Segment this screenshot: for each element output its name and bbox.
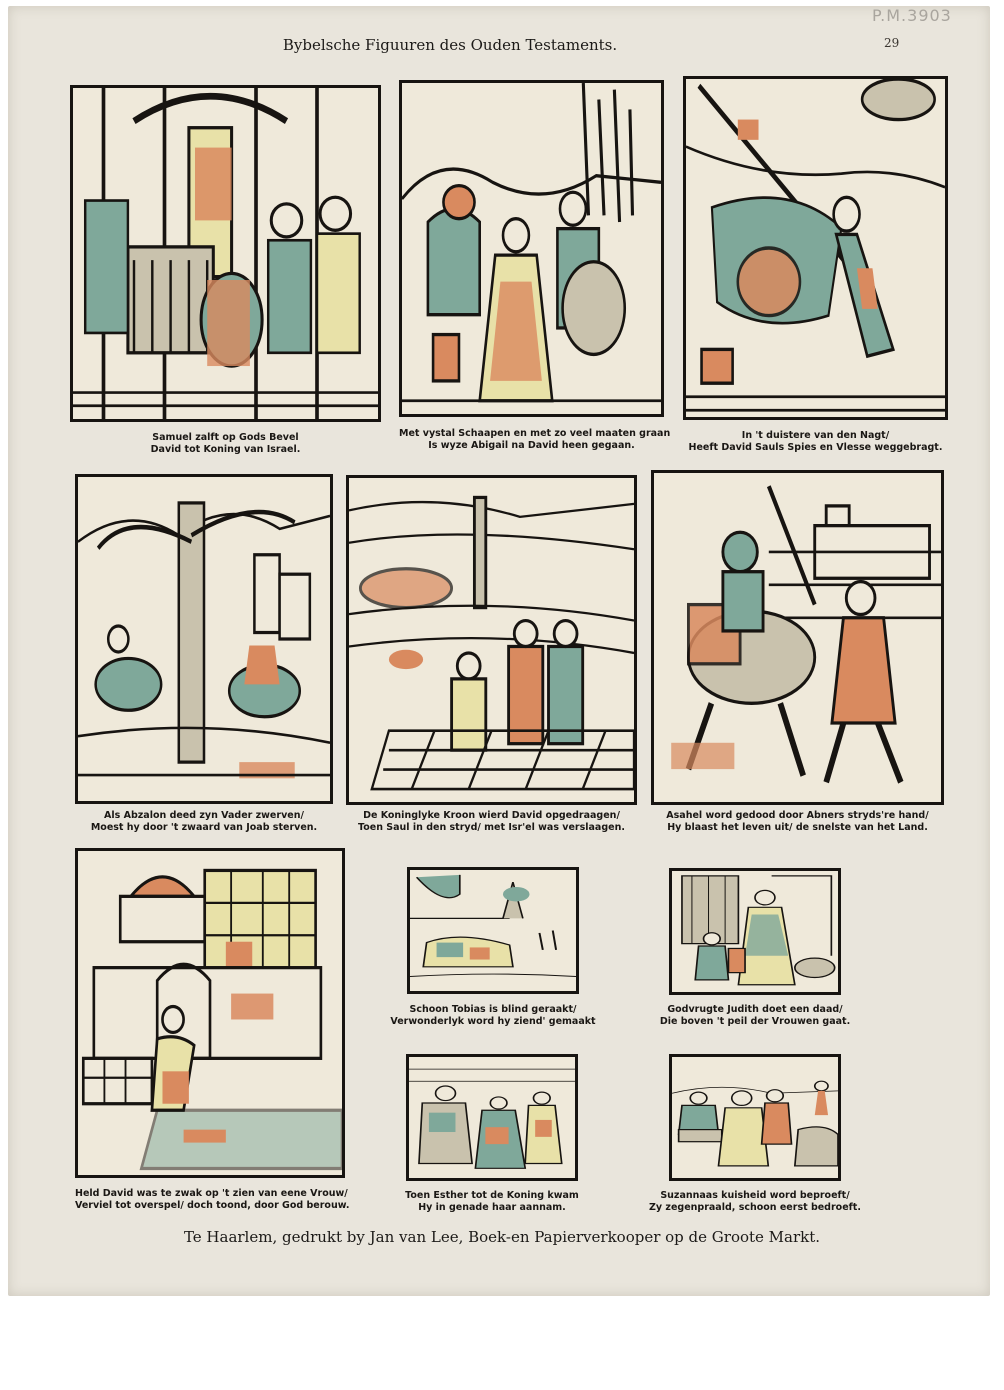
caption-line-1: Godvrugte Judith doet een daad/	[667, 1004, 843, 1015]
sheet-title: Bybelsche Figuuren des Ouden Testaments.	[282, 36, 618, 54]
caption-line-1: Toen Esther tot de Koning kwam	[405, 1190, 579, 1201]
caption-absalom	[75, 810, 333, 834]
caption-line-2: Toen Saul in den stryd/ met Isr'el was verslaagen.	[358, 822, 625, 833]
caption-line-2: Zy zegenpraald, schoon eerst bedroeft.	[649, 1202, 861, 1213]
caption-esther	[382, 1190, 602, 1214]
caption-line-1: Met vystal Schaapen en met zo veel maaten graan	[399, 428, 671, 439]
caption-line-1: In 't duistere van den Nagt/	[741, 430, 890, 441]
woodcut-absalom-in-tree	[75, 474, 333, 804]
woodcut-david-takes-sauls-spear	[683, 76, 948, 420]
caption-tobias	[383, 1004, 603, 1028]
woodcut-judith	[669, 868, 841, 995]
caption-line-2: David tot Koning van Israel.	[150, 444, 301, 455]
caption-line-2: Verviel tot overspel/ doch toond, door God berouw.	[75, 1200, 350, 1211]
woodcut-abigail-meets-david	[399, 80, 664, 417]
caption-samuel	[70, 432, 381, 456]
caption-line-2: Verwonderlyk word hy ziend' gemaakt	[390, 1016, 596, 1027]
caption-line-1: Als Abzalon deed zyn Vader zwerven/	[104, 810, 304, 821]
woodcut-samuel-anoints-david	[70, 85, 381, 422]
woodcut-asahel-killed	[651, 470, 944, 805]
caption-crown	[346, 810, 637, 834]
caption-sauls-spear	[683, 430, 948, 454]
woodcut-crown-brought-to-david	[346, 475, 637, 805]
catalog-mark: P.M.3903	[872, 6, 952, 25]
woodcut-tobias	[407, 867, 579, 994]
caption-line-2: Hy in genade haar aannam.	[418, 1202, 566, 1213]
woodcut-susanna	[669, 1054, 841, 1181]
caption-line-1: Held David was te zwak op 't zien van eene Vrouw/	[75, 1188, 348, 1199]
caption-bathsheba	[75, 1188, 350, 1212]
caption-line-1: Suzannaas kuisheid word beproeft/	[660, 1190, 850, 1201]
caption-susanna	[645, 1190, 865, 1214]
woodcut-esther	[406, 1054, 578, 1181]
caption-abigail	[399, 428, 671, 452]
caption-line-2: Die boven 't peil der Vrouwen gaat.	[659, 1016, 851, 1027]
printer-imprint: Te Haarlem, gedrukt by Jan van Lee, Boek-en Papierverkooper op de Groote Markt.	[183, 1228, 821, 1246]
caption-asahel	[651, 810, 944, 834]
caption-line-2: Is wyze Abigail na David heen gegaan.	[428, 440, 635, 451]
caption-line-2: Hy blaast het leven uit/ de snelste van het Land.	[667, 822, 928, 833]
page-number: 29	[884, 36, 900, 50]
caption-line-1: Asahel word gedood door Abners stryds're hand/	[666, 810, 929, 821]
woodcut-david-and-bathsheba	[75, 848, 345, 1178]
caption-line-2: Moest hy door 't zwaard van Joab sterven.	[90, 822, 318, 833]
caption-line-2: Heeft David Sauls Spies en Vlesse weggebragt.	[688, 442, 943, 453]
caption-judith	[645, 1004, 865, 1028]
caption-line-1: De Koninglyke Kroon wierd David opgedraagen/	[363, 810, 620, 821]
caption-line-1: Schoon Tobias is blind geraakt/	[409, 1004, 577, 1015]
caption-line-1: Samuel zalft op Gods Bevel	[152, 432, 299, 443]
